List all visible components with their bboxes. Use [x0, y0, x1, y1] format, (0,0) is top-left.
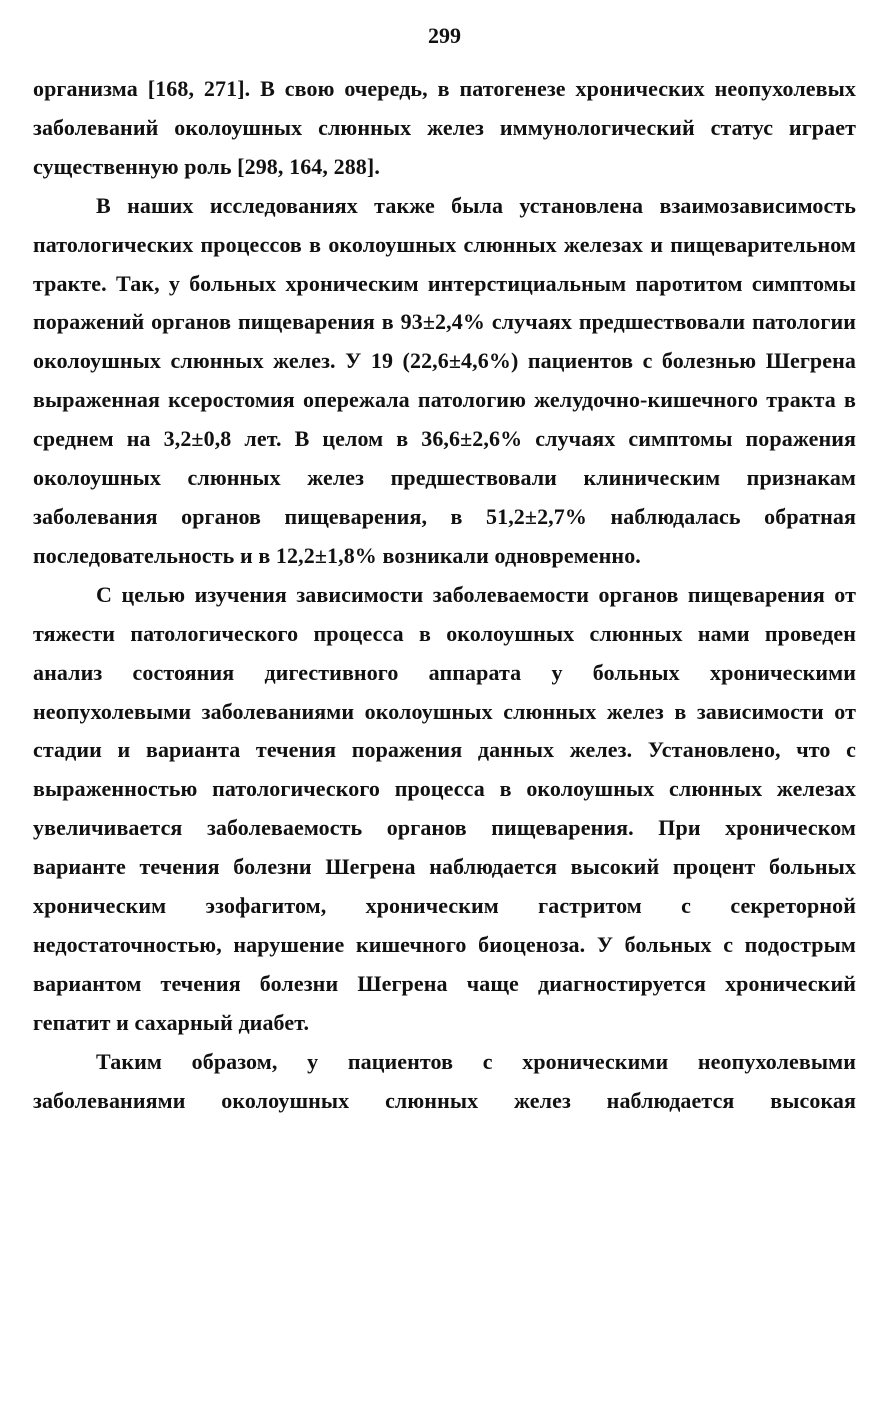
page-number: 299: [428, 23, 461, 48]
paragraph-3: С целью изучения зависимости заболеваемости органов пищеварения от тяжести патологического процесса в околоушных слюнных нами проведен анализ состояния дигестивного аппарата у больных хроническими неопухолевыми заболеваниями околоушных слюнных желез в зависимости от стадии и варианта течения поражения данных желез. Установлено, что с выраженностью патологического процесса в околоушных слюнных железах увеличивается заболеваемость органов пищеварения. При хроническом варианте течения болезни Шегрена наблюдается высокий процент больных хроническим эзофагитом, хроническим гастритом с секреторной недостаточностью, нарушение кишечного биоценоза. У больных с подострым вариантом течения болезни Шегрена чаще диагностируется хронический гепатит и сахарный диабет.: [33, 581, 856, 1035]
paragraph-4: Таким образом, у пациентов с хроническими неопухолевыми заболеваниями околоушных слюнных желез наблюдается высокая: [33, 1048, 856, 1113]
body-text: [33, 70, 856, 1120]
paragraph-1: организма [168, 271]. В свою очередь, в патогенезе хронических неопухолевых заболеваний околоушных слюнных желез иммунологический статус играет существенную роль [298, 164, 288].: [33, 76, 856, 179]
paragraph-2: В наших исследованиях также была установлена взаимозависимость патологических процессов в околоушных слюнных железах и пищеварительном тракте. Так, у больных хроническим интерстициальным паротитом симптомы поражений органов пищеварения в 93±2,4% случаях предшествовали патологии околоушных слюнных желез. У 19 (22,6±4,6%) пациентов с болезнью Шегрена выраженная ксеростомия опережала патологию желудочно-кишечного тракта в среднем на 3,2±0,8 лет. В целом в 36,6±2,6% случаях симптомы поражения околоушных слюнных желез предшествовали клиническим признакам заболевания органов пищеварения, в 51,2±2,7% наблюдалась обратная последовательность и в 12,2±1,8% возникали одновременно.: [33, 192, 856, 568]
